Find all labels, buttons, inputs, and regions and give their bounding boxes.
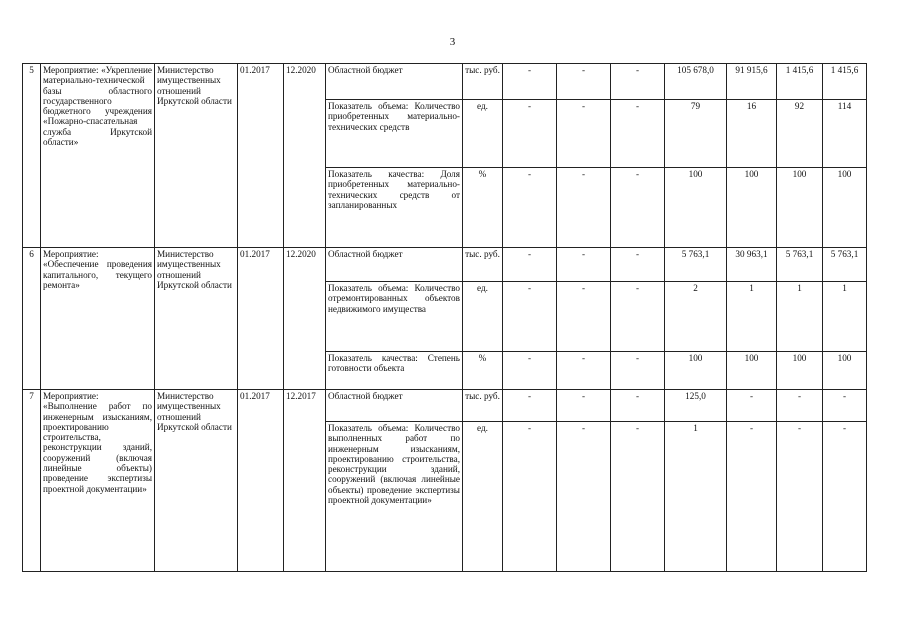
value-cell: - [727, 390, 777, 422]
value-cell: - [503, 168, 557, 248]
unit: ед. [463, 422, 503, 572]
value-cell: 100 [823, 168, 867, 248]
end-date: 12.2017 [284, 390, 326, 572]
start-date: 01.2017 [238, 390, 284, 572]
table-row [23, 390, 867, 422]
value-cell: - [503, 282, 557, 352]
end-date: 12.2020 [284, 64, 326, 248]
value-cell: 105 678,0 [665, 64, 727, 100]
indicator-text: Показатель качества: Степень готовности объекта [326, 352, 463, 390]
value-cell: - [823, 390, 867, 422]
value-cell: - [557, 168, 611, 248]
value-cell: 91 915,6 [727, 64, 777, 100]
value-cell: - [557, 100, 611, 168]
value-cell: 16 [727, 100, 777, 168]
value-cell: - [611, 282, 665, 352]
value-cell: - [611, 352, 665, 390]
value-cell: 100 [777, 352, 823, 390]
value-cell: 100 [727, 168, 777, 248]
value-cell: - [557, 64, 611, 100]
indicator-text: Областной бюджет [326, 64, 463, 100]
unit: ед. [463, 282, 503, 352]
value-cell: 100 [727, 352, 777, 390]
row-number: 5 [23, 64, 41, 248]
executor: Министерство имущественных отношений Иркутской области [155, 390, 238, 572]
unit: тыс. руб. [463, 390, 503, 422]
page-number: 3 [449, 36, 456, 48]
unit: % [463, 352, 503, 390]
unit: тыс. руб. [463, 248, 503, 282]
value-cell: - [557, 390, 611, 422]
value-cell: - [611, 168, 665, 248]
value-cell: 5 763,1 [777, 248, 823, 282]
value-cell: - [823, 422, 867, 572]
end-date: 12.2020 [284, 248, 326, 390]
unit: % [463, 168, 503, 248]
indicator-text: Показатель качества: Доля приобретенных материально-технических средств от запланированных [326, 168, 463, 248]
unit: ед. [463, 100, 503, 168]
value-cell: - [611, 100, 665, 168]
value-cell: - [503, 100, 557, 168]
value-cell: - [503, 64, 557, 100]
value-cell: - [557, 422, 611, 572]
value-cell: 5 763,1 [665, 248, 727, 282]
value-cell: - [777, 390, 823, 422]
unit: тыс. руб. [463, 64, 503, 100]
value-cell: 114 [823, 100, 867, 168]
measure-name: Мероприятие: «Выполнение работ по инженерным изысканиям, проектированию строительства, реконструкции зданий, сооружений (включая линейные объекты) проведение экспертизы проектной документации» [41, 390, 155, 572]
indicator-text: Областной бюджет [326, 390, 463, 422]
value-cell: 1 [665, 422, 727, 572]
value-cell: - [611, 422, 665, 572]
value-cell: - [777, 422, 823, 572]
indicator-text: Показатель объема: Количество отремонтированных объектов недвижимого имущества [326, 282, 463, 352]
value-cell: - [503, 352, 557, 390]
value-cell: 100 [665, 352, 727, 390]
value-cell: - [611, 248, 665, 282]
measure-name: Мероприятие: «Обеспечение проведения капитального, текущего ремонта» [41, 248, 155, 390]
value-cell: 100 [665, 168, 727, 248]
executor: Министерство имущественных отношений Иркутской области [155, 64, 238, 248]
measure-name: Мероприятие: «Укрепление материально-технической базы областного государственного бюджетного учреждения «Пожарно-спасательная служба Иркутской области» [41, 64, 155, 248]
value-cell: - [557, 282, 611, 352]
value-cell: - [503, 248, 557, 282]
value-cell: - [727, 422, 777, 572]
start-date: 01.2017 [238, 64, 284, 248]
row-number: 6 [23, 248, 41, 390]
value-cell: 100 [823, 352, 867, 390]
indicator-text: Областной бюджет [326, 248, 463, 282]
value-cell: 1 415,6 [823, 64, 867, 100]
table-row [23, 64, 867, 100]
value-cell: - [611, 64, 665, 100]
indicator-text: Показатель объема: Количество приобретенных материально-технических средств [326, 100, 463, 168]
executor: Министерство имущественных отношений Иркутской области [155, 248, 238, 390]
value-cell: 1 [727, 282, 777, 352]
value-cell: 5 763,1 [823, 248, 867, 282]
value-cell: 79 [665, 100, 727, 168]
value-cell: 1 [777, 282, 823, 352]
value-cell: - [557, 352, 611, 390]
value-cell: - [611, 390, 665, 422]
value-cell: 125,0 [665, 390, 727, 422]
value-cell: - [503, 390, 557, 422]
value-cell: - [557, 248, 611, 282]
indicator-text: Показатель объема: Количество выполненных работ по инженерным изысканиям, проектированию строительства, реконструкции зданий, сооружений (включая линейные объекты) проведение экспертизы проектной документации» [326, 422, 463, 572]
value-cell: 92 [777, 100, 823, 168]
value-cell: 1 [823, 282, 867, 352]
value-cell: 1 415,6 [777, 64, 823, 100]
value-cell: 100 [777, 168, 823, 248]
row-number: 7 [23, 390, 41, 572]
value-cell: 2 [665, 282, 727, 352]
value-cell: - [503, 422, 557, 572]
table-row [23, 248, 867, 282]
value-cell: 30 963,1 [727, 248, 777, 282]
measures-table [22, 63, 867, 572]
start-date: 01.2017 [238, 248, 284, 390]
